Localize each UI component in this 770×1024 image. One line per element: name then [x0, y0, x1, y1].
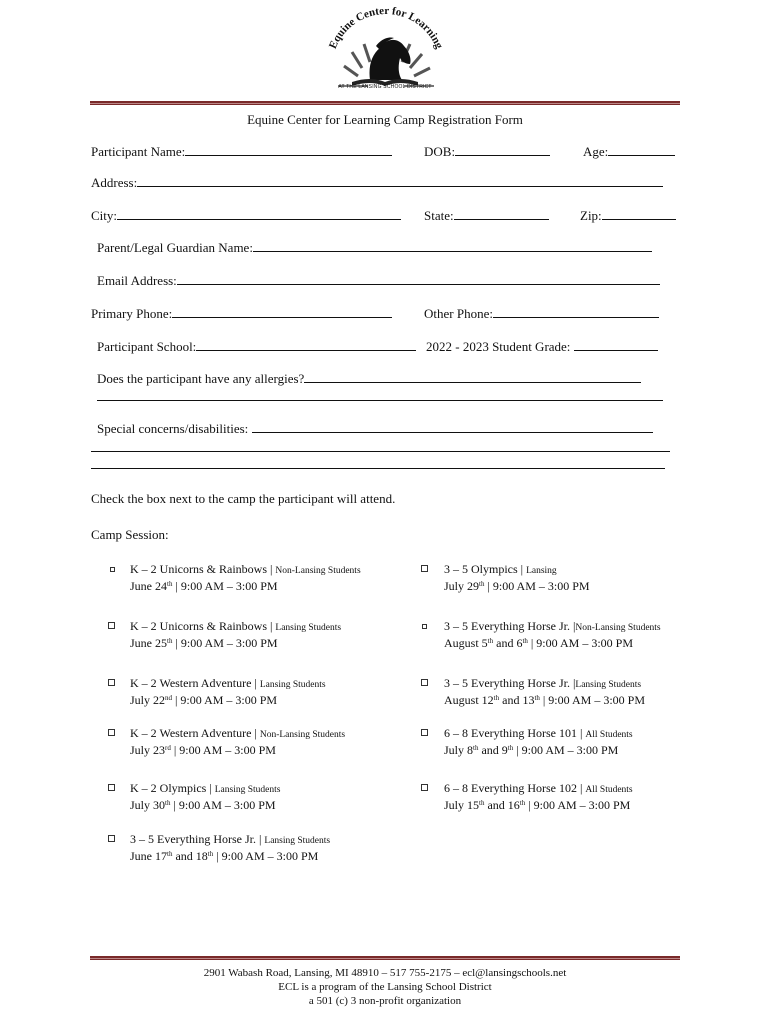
zip-field[interactable] [580, 207, 676, 224]
session-title: K – 2 Western Adventure | [130, 676, 257, 690]
session-title: K – 2 Olympics | [130, 781, 212, 795]
date-suffix: nd [165, 694, 173, 702]
session-date: July 22 [130, 693, 166, 707]
dob-label: DOB: [424, 144, 456, 159]
camp-session-heading: Camp Session: [91, 527, 169, 542]
session-tag: Lansing [526, 566, 557, 576]
session-date: July 30 [130, 798, 166, 812]
session-date: July 29 [444, 579, 480, 593]
special-concerns-label: Special concerns/disabilities: [97, 421, 249, 436]
session-tag: All Students [585, 785, 633, 795]
session-right-2 [444, 676, 645, 708]
session-tag: Lansing Students [214, 785, 281, 795]
date-suffix: th [167, 850, 173, 858]
primary-phone-field[interactable] [91, 305, 392, 322]
date-suffix: th [479, 580, 485, 588]
session-date: July 8 [444, 743, 474, 757]
date-suffix: th [207, 850, 214, 858]
date-and: and 18 [172, 849, 208, 863]
session-title: 3 – 5 Everything Horse Jr. | [444, 619, 576, 633]
guardian-label: Parent/Legal Guardian Name: [97, 240, 253, 255]
date-suffix: th [479, 799, 485, 807]
date-and: and 6 [493, 636, 523, 650]
session-title: 3 – 5 Everything Horse Jr. | [130, 832, 262, 846]
session-checkbox[interactable] [108, 622, 115, 629]
grade-field[interactable] [426, 338, 658, 355]
special-line-2[interactable] [91, 451, 670, 452]
participant-name-label: Participant Name: [91, 144, 186, 159]
session-date: June 24 [130, 579, 167, 593]
session-time: | 9:00 AM – 3:00 PM [170, 743, 276, 757]
date-and: and 9 [478, 743, 508, 757]
session-checkbox[interactable] [421, 729, 428, 736]
session-right-3 [444, 726, 633, 758]
school-field[interactable] [97, 338, 416, 355]
date-suffix: th [522, 637, 528, 645]
logo [318, 6, 452, 96]
date-suffix: th [487, 637, 494, 645]
footer-nonprofit: a 501 (c) 3 non-profit organization [308, 995, 462, 1007]
date-suffix: rd [165, 744, 171, 752]
logo-subtitle: AT THE LANSING SCHOOL DISTRICT [338, 84, 432, 90]
session-title: 3 – 5 Everything Horse Jr. | [444, 676, 576, 690]
session-date: July 23 [130, 743, 166, 757]
grade-label: 2022 - 2023 Student Grade: [426, 339, 571, 354]
session-checkbox[interactable] [110, 567, 115, 572]
session-tag: Non-Lansing Students [275, 566, 361, 576]
footer-program: ECL is a program of the Lansing School District [278, 981, 492, 993]
session-left-2 [130, 676, 326, 708]
session-tag: Non-Lansing Students [575, 623, 661, 633]
session-tag: Lansing Students [575, 680, 642, 690]
logo-graphic [318, 6, 452, 96]
session-title: K – 2 Unicorns & Rainbows | [130, 562, 273, 576]
city-label: City: [91, 208, 118, 223]
check-instruction: Check the box next to the camp the participant will attend. [91, 491, 396, 506]
session-time: | 9:00 AM – 3:00 PM [213, 849, 319, 863]
session-checkbox[interactable] [108, 835, 115, 842]
session-right-1 [444, 619, 661, 651]
session-checkbox[interactable] [108, 679, 115, 686]
header-rule [90, 101, 680, 105]
session-time: | 9:00 AM – 3:00 PM [525, 798, 631, 812]
age-label: Age: [583, 144, 609, 159]
footer-rule [90, 956, 680, 960]
address-label: Address: [91, 175, 138, 190]
session-left-1 [130, 619, 341, 651]
date-and: and 16 [484, 798, 520, 812]
date-suffix: th [519, 799, 526, 807]
date-suffix: th [165, 799, 171, 807]
state-label: State: [424, 208, 454, 223]
session-checkbox[interactable] [108, 784, 115, 791]
session-time: | 9:00 AM – 3:00 PM [170, 798, 276, 812]
session-title: 6 – 8 Everything Horse 102 | [444, 781, 583, 795]
allergies-field[interactable] [97, 370, 641, 387]
date-suffix: th [507, 744, 514, 752]
session-time: | 9:00 AM – 3:00 PM [172, 579, 278, 593]
session-left-4 [130, 781, 280, 813]
city-field[interactable] [91, 207, 401, 224]
primary-phone-label: Primary Phone: [91, 306, 173, 321]
session-checkbox[interactable] [108, 729, 115, 736]
session-tag: All Students [585, 730, 633, 740]
session-left-3 [130, 726, 345, 758]
session-tag: Lansing Students [275, 623, 342, 633]
session-date: June 17 [130, 849, 167, 863]
svg-text:Equine Center for Learning: Equine Center for Learning [326, 6, 446, 51]
school-label: Participant School: [97, 339, 197, 354]
session-left-0 [130, 562, 361, 594]
participant-name-field[interactable] [91, 143, 392, 160]
address-field[interactable] [91, 174, 663, 191]
allergies-line-2[interactable] [97, 400, 663, 401]
session-left-5 [130, 832, 330, 864]
session-title: K – 2 Unicorns & Rainbows | [130, 619, 273, 633]
session-time: | 9:00 AM – 3:00 PM [539, 693, 645, 707]
footer-address: 2901 Wabash Road, Lansing, MI 48910 – 517 755-2175 – ecl@lansingschools.net [203, 967, 567, 979]
other-phone-field[interactable] [424, 305, 659, 322]
date-and: and 13 [499, 693, 535, 707]
session-checkbox[interactable] [422, 624, 427, 629]
zip-label: Zip: [580, 208, 602, 223]
date-suffix: th [167, 637, 173, 645]
date-suffix: th [473, 744, 479, 752]
date-suffix: th [167, 580, 173, 588]
form-title: Equine Center for Learning Camp Registration Form [247, 112, 523, 127]
session-title: K – 2 Western Adventure | [130, 726, 257, 740]
session-checkbox[interactable] [421, 565, 428, 572]
session-checkbox[interactable] [421, 784, 428, 791]
email-label: Email Address: [97, 273, 177, 288]
session-time: | 9:00 AM – 3:00 PM [484, 579, 590, 593]
age-field[interactable] [583, 143, 675, 160]
session-tag: Lansing Students [259, 680, 326, 690]
session-checkbox[interactable] [421, 679, 428, 686]
session-tag: Non-Lansing Students [259, 730, 346, 740]
session-date: August 12 [444, 693, 494, 707]
allergies-label: Does the participant have any allergies? [97, 371, 305, 386]
session-time: | 9:00 AM – 3:00 PM [513, 743, 619, 757]
session-tag: Lansing Students [264, 836, 331, 846]
session-time: | 9:00 AM – 3:00 PM [527, 636, 633, 650]
session-date: August 5 [444, 636, 488, 650]
email-field[interactable] [97, 272, 660, 289]
session-title: 6 – 8 Everything Horse 101 | [444, 726, 583, 740]
date-suffix: th [493, 694, 500, 702]
other-phone-label: Other Phone: [424, 306, 493, 321]
session-time: | 9:00 AM – 3:00 PM [172, 636, 278, 650]
special-line-3[interactable] [91, 468, 665, 469]
dob-field[interactable] [424, 143, 550, 160]
session-right-0 [444, 562, 590, 594]
session-right-4 [444, 781, 633, 813]
session-date: June 25 [130, 636, 167, 650]
date-suffix: th [534, 694, 540, 702]
guardian-name-field[interactable] [97, 239, 652, 256]
session-title: 3 – 5 Olympics | [444, 562, 524, 576]
special-concerns-field[interactable] [97, 420, 653, 437]
session-date: July 15 [444, 798, 480, 812]
state-field[interactable] [424, 207, 549, 224]
session-time: | 9:00 AM – 3:00 PM [172, 693, 278, 707]
